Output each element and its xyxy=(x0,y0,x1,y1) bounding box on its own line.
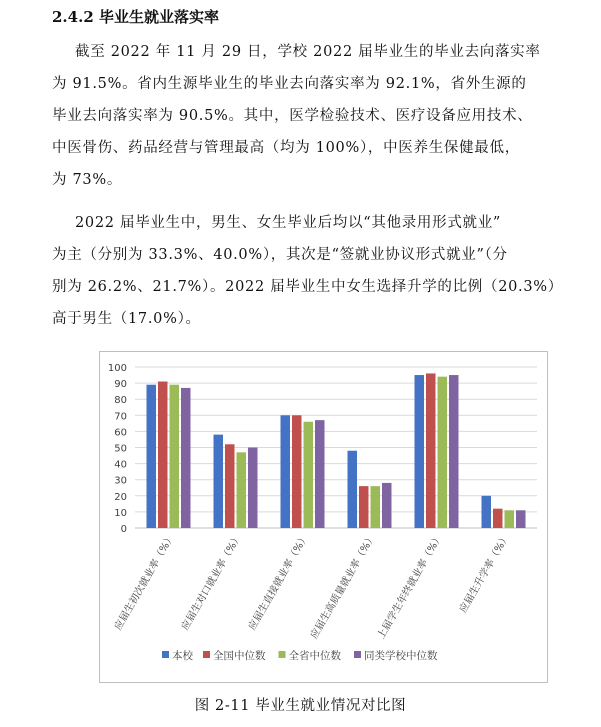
bar-2-0 xyxy=(170,385,180,528)
p1-line-4: 中医骨伤、药品经营与管理最高（均为 100%），中医养生保健最低， xyxy=(52,140,520,156)
bar-1-5 xyxy=(493,509,503,528)
x-tick-label: 应届生对口就业率（%） xyxy=(179,532,245,633)
chart-frame xyxy=(99,351,548,683)
bar-2-1 xyxy=(237,452,247,528)
p2-line-1: 2022 届毕业生中，男生、女生毕业后均以“其他录用形式就业” xyxy=(75,215,502,231)
bar-2-4 xyxy=(438,377,448,528)
p2-line-4: 高于男生（17.0%）。 xyxy=(52,311,201,327)
x-tick-label: 上届学生年终就业率（%） xyxy=(375,532,446,642)
section-heading: 2.4.2 毕业生就业落实率 xyxy=(52,8,219,26)
legend-swatch xyxy=(162,651,169,658)
bar-0-5 xyxy=(482,496,492,528)
x-tick-label: 应届生直接就业率（%） xyxy=(246,532,312,633)
y-tick-label: 30 xyxy=(114,475,127,487)
bar-2-2 xyxy=(304,422,314,528)
bar-1-4 xyxy=(426,373,436,528)
y-tick-label: 60 xyxy=(114,427,127,439)
bar-3-1 xyxy=(248,448,258,529)
p2-line-3: 别为 26.2%、21.7%）。2022 届毕业生中女生选择升学的比例（20.3%） xyxy=(52,279,563,295)
bar-1-2 xyxy=(292,415,302,528)
y-tick-label: 40 xyxy=(114,459,127,471)
y-tick-label: 90 xyxy=(114,379,127,391)
figure-caption: 图 2-11 毕业生就业情况对比图 xyxy=(194,698,407,714)
bar-2-5 xyxy=(505,510,515,528)
bar-0-0 xyxy=(147,385,157,528)
x-tick-label: 应届生升学率（%） xyxy=(457,532,513,616)
y-tick-label: 70 xyxy=(114,411,127,423)
bar-3-5 xyxy=(516,510,526,528)
y-tick-label: 50 xyxy=(114,443,127,455)
p1-line-5: 为 73%。 xyxy=(52,172,123,188)
legend-label: 全国中位数 xyxy=(213,650,266,662)
bar-3-3 xyxy=(382,483,392,528)
bar-1-0 xyxy=(158,381,168,528)
x-tick-label: 应届生初次就业率（%） xyxy=(112,532,178,633)
legend-label: 全省中位数 xyxy=(288,650,341,662)
y-tick-label: 10 xyxy=(114,507,127,519)
bar-chart xyxy=(100,352,547,682)
bar-1-3 xyxy=(359,486,369,528)
bar-0-1 xyxy=(214,435,224,528)
legend-swatch xyxy=(203,651,210,658)
bar-3-4 xyxy=(449,375,459,528)
legend-swatch xyxy=(354,651,361,658)
p1-line-3: 毕业去向落实率为 90.5%。其中，医学检验技术、医疗设备应用技术、 xyxy=(52,108,533,124)
legend-swatch xyxy=(279,651,286,658)
bar-0-3 xyxy=(348,451,358,528)
y-tick-label: 20 xyxy=(114,491,127,503)
p1-line-2: 为 91.5%。省内生源毕业生的毕业去向落实率为 92.1%，省外生源的 xyxy=(52,76,527,92)
p2-line-2: 为主（分别为 33.3%、40.0%），其次是“签就业协议形式就业”（分 xyxy=(52,247,508,263)
bar-0-4 xyxy=(415,375,425,528)
bar-0-2 xyxy=(281,415,291,528)
legend-label: 本校 xyxy=(172,650,193,662)
y-tick-label: 100 xyxy=(107,363,127,374)
y-tick-label: 0 xyxy=(120,524,127,535)
bar-3-0 xyxy=(181,388,191,528)
legend-label: 同类学校中位数 xyxy=(364,650,438,662)
x-tick-label: 应届生高质量就业率（%） xyxy=(308,532,379,642)
p1-line-1: 截至 2022 年 11 月 29 日，学校 2022 届毕业生的毕业去向落实率 xyxy=(75,44,541,60)
y-tick-label: 80 xyxy=(114,395,127,407)
bar-2-3 xyxy=(371,486,381,528)
bar-1-1 xyxy=(225,444,235,528)
bar-3-2 xyxy=(315,420,325,528)
